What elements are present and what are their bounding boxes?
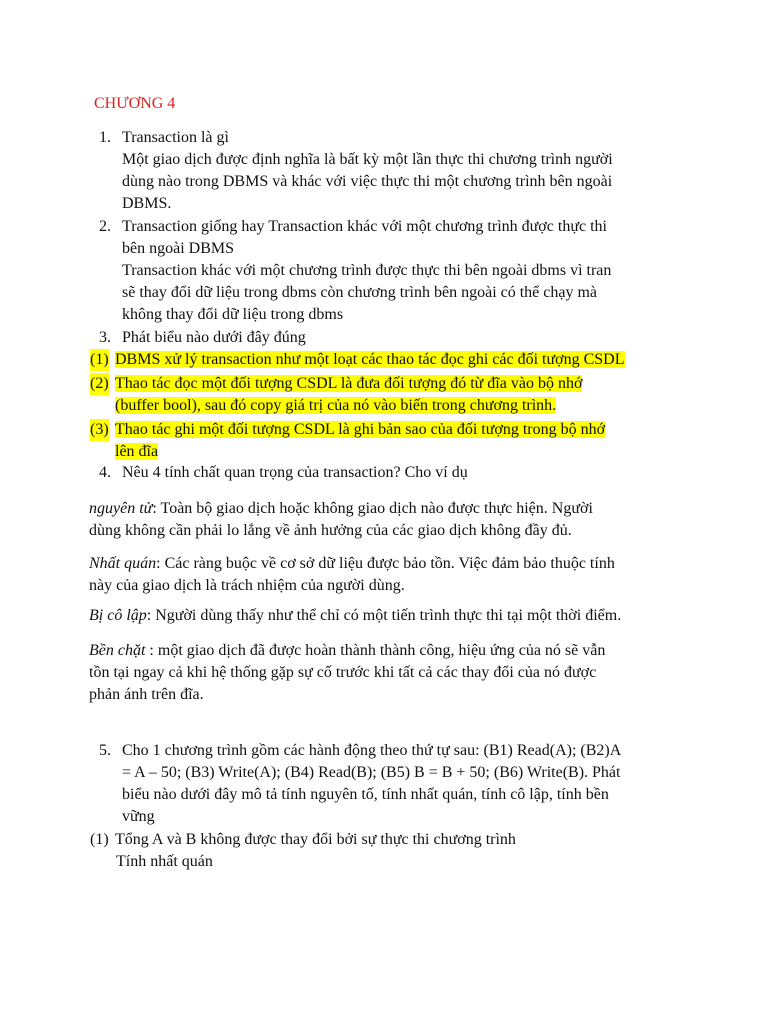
q3-option-3 [90,419,710,463]
question-5-line: vững [122,808,155,825]
chapter-title: CHƯƠNG 4 [94,95,176,112]
q3-option-2-number: (2) [90,373,109,395]
answer-1-line: DBMS. [122,195,172,212]
question-1 [89,127,689,215]
question-4-number: 4. [99,464,111,481]
q3-option-1 [90,349,710,371]
property-term: Bền chặt [89,642,146,659]
answer-2-line: Transaction khác với một chương trình được thực thi bên ngoài dbms vì tran [122,262,612,279]
property-line: tồn tại ngay cả khi hệ thống gặp sự cố trước khi tất cả các thay đổi của nó được [89,664,597,681]
q3-option-2-line: (buffer bool), sau đó copy giá trị của nó vào biến trong chương trình. [115,397,557,414]
property-term: nguyên tử [89,500,153,517]
q3-option-3-line: lên đĩa [115,443,159,460]
q3-option-2-line: Thao tác đọc một đối tượng CSDL là đưa đối tượng đó từ đĩa vào bộ nhớ [115,375,583,392]
property-consistency: Nhất quán: Các ràng buộc về cơ sở dữ liệu được bảo tồn. Việc đảm bảo thuộc tính này của giao dịch là trách nhiệm của người dùng. [89,553,689,597]
question-5-line: biểu nào dưới đây mô tả tính nguyên tố, tính nhất quán, tính cô lập, tính bền [122,786,609,803]
q3-option-2 [90,373,710,417]
question-3-text: Phát biểu nào dưới đây đúng [122,329,306,346]
property-durability: Bền chặt : một giao dịch đã được hoàn thành thành công, hiệu ứng của nó sẽ vẫn tồn tại ngay cả khi hệ thống gặp sự cố trước khi tất cả các thay đổi của nó được phản ánh trên đĩa. [89,640,689,706]
property-term: Nhất quán [89,555,157,572]
question-5-number: 5. [99,742,111,759]
question-1-text: Transaction là gì [122,129,229,146]
answer-2-line: không thay đổi dữ liệu trong dbms [122,306,344,323]
property-line: Toàn bộ giao dịch hoặc không giao dịch nào được thực hiện. Người [160,500,593,517]
q5-option-1 [90,829,710,873]
property-term: Bị cô lập [89,607,147,624]
question-3 [89,327,689,349]
question-4 [89,462,689,484]
question-5-line: = A – 50; (B3) Write(A); (B4) Read(B); (B5) B = B + 50; (B6) Write(B). Phát [122,764,621,781]
q3-option-1-line: DBMS xử lý transaction như một loạt các thao tác đọc ghi các đối tượng CSDL [115,351,625,368]
q5-option-1-number: (1) [90,831,109,848]
q3-option-3-number: (3) [90,419,109,441]
question-2 [89,216,689,326]
property-line: Các ràng buộc về cơ sở dữ liệu được bảo tồn. Việc đảm bảo thuộc tính [164,555,615,572]
q5-option-1-text: Tổng A và B không được thay đổi bởi sự thực thi chương trình [115,831,516,848]
answer-1-line: Một giao dịch được định nghĩa là bất kỳ một lần thực thi chương trình người [122,151,613,168]
answer-1-line: dùng nào trong DBMS và khác với việc thực thi một chương trình bên ngoài [122,173,613,190]
question-4-text: Nêu 4 tính chất quan trọng của transaction? Cho ví dụ [122,464,468,481]
q3-option-3-line: Thao tác ghi một đối tượng CSDL là ghi bản sao của đối tượng trong bộ nhớ [115,421,606,438]
property-atomicity: nguyên tử: Toàn bộ giao dịch hoặc không giao dịch nào được thực hiện. Người dùng không cần phải lo lắng về ảnh hưởng của các giao dịch không đầy đủ. [89,498,689,542]
question-1-number: 1. [99,129,111,146]
property-line: Người dùng thấy như thể chỉ có một tiến trình thực thi tại một thời điểm. [155,607,622,624]
question-2-line: bên ngoài DBMS [122,240,234,257]
property-line: một giao dịch đã được hoàn thành thành công, hiệu ứng của nó sẽ vẫn [157,642,606,659]
question-5 [89,740,689,828]
answer-2-line: sẽ thay đổi dữ liệu trong dbms còn chương trình bên ngoài có thể chạy mà [122,284,598,301]
question-3-number: 3. [99,329,111,346]
question-2-number: 2. [99,218,111,235]
question-2-line: Transaction giống hay Transaction khác với một chương trình được thực thi [122,218,607,235]
property-line: dùng không cần phải lo lắng về ảnh hưởng của các giao dịch không đầy đủ. [89,522,572,539]
property-isolation: Bị cô lập: Người dùng thấy như thể chỉ có một tiến trình thực thi tại một thời điểm. [89,607,622,624]
q3-option-1-number: (1) [90,349,109,371]
question-5-line: Cho 1 chương trình gồm các hành động theo thứ tự sau: (B1) Read(A); (B2)A [122,742,622,759]
property-line: phản ánh trên đĩa. [89,686,204,703]
q5-option-1-answer: Tính nhất quán [116,853,213,870]
property-line: này của giao dịch là trách nhiệm của người dùng. [89,577,405,594]
